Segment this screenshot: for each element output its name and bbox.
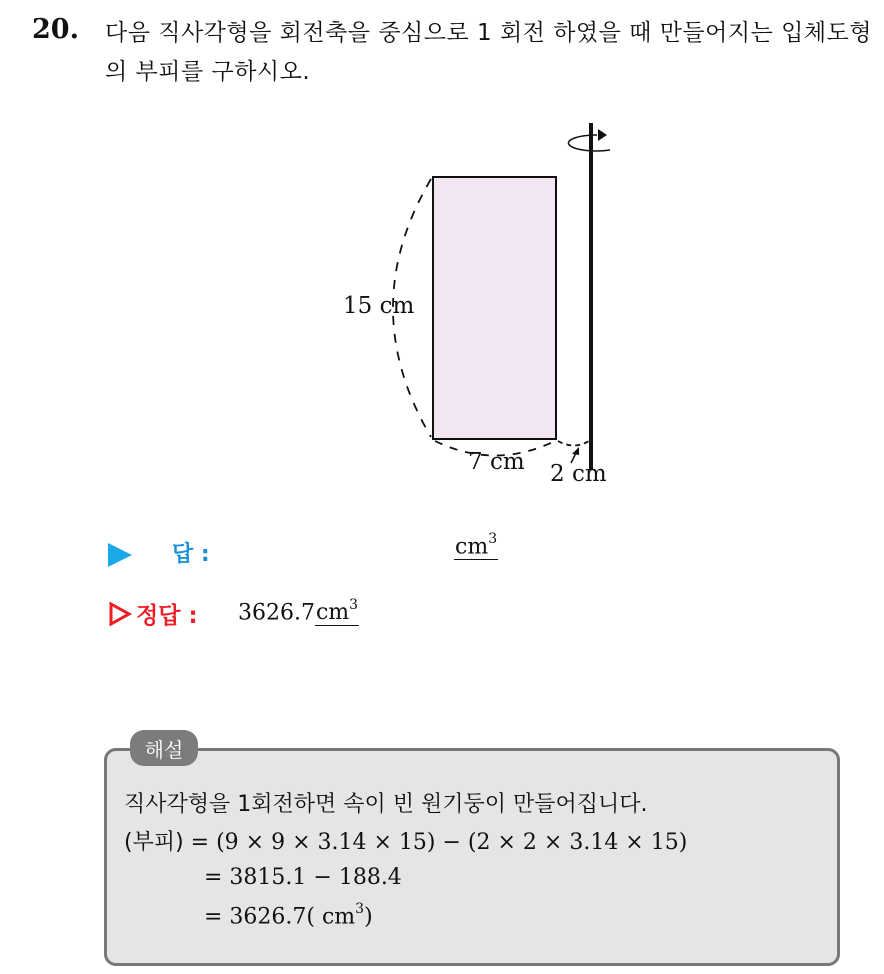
explanation-line-4: = 3626.7( $cm^3$) [204, 901, 373, 930]
answer-unit-exp: 3 [488, 531, 498, 547]
outline-triangle-icon [108, 601, 132, 627]
correct-value-unit: $cm^3$ [315, 597, 359, 626]
correct-value-number: 3626.7 [238, 600, 315, 626]
explanation-box [104, 748, 840, 966]
gap-pointer-arrowhead-icon [572, 447, 579, 455]
answer-label: 답 : [172, 542, 210, 567]
correct-answer-label: 정답 : [136, 603, 198, 629]
width-label: 7 cm [468, 449, 525, 475]
answer-unit: cm [455, 534, 489, 560]
gap-label: 2 cm [550, 461, 607, 487]
rectangle [433, 177, 556, 439]
explanation-line-1: 직사각형을 1회전하면 속이 빈 원기둥이 만들어집니다. [124, 792, 648, 817]
correct-answer-value [238, 599, 359, 625]
question-number: 20. [32, 14, 79, 45]
gap-dimension-arc [558, 441, 589, 446]
rotation-arrowhead-icon [598, 129, 607, 141]
explanation-tag: 해설 [130, 730, 198, 766]
height-label: 15 cm [343, 293, 415, 319]
explanation-line-2: (부피) = (9 × 9 × 3.14 × 15) − (2 × 2 × 3.14 × 15) [124, 830, 688, 855]
question-text: 다음 직사각형을 회전축을 중심으로 1 회전 하였을 때 만들어지는 입체도형의 부피를 구하시오. [105, 20, 872, 85]
answer-blank[interactable] [454, 533, 498, 560]
explanation-line-3: = 3815.1 − 188.4 [204, 865, 402, 890]
play-triangle-icon [108, 543, 132, 567]
